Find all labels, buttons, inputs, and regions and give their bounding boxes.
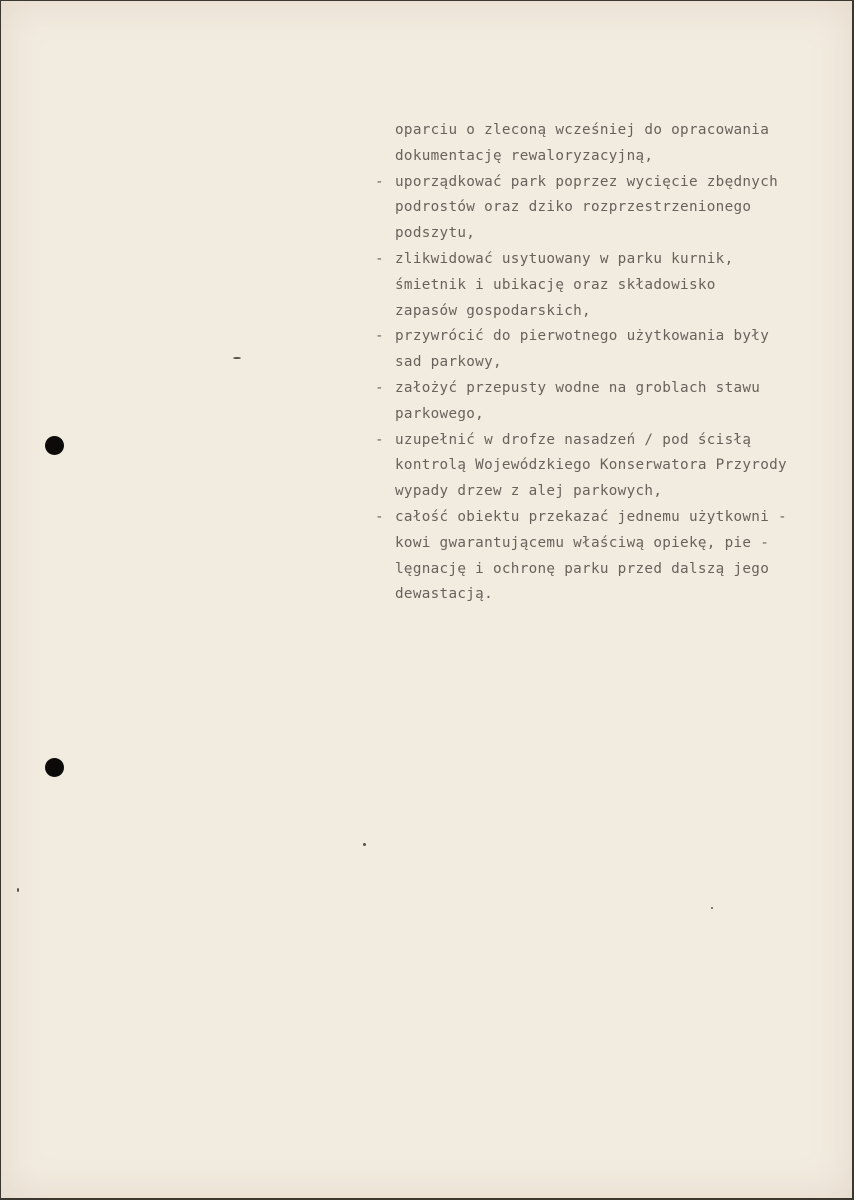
list-dash: - (375, 508, 384, 525)
punch-hole-bottom (45, 758, 64, 777)
text-line (375, 531, 835, 557)
punch-hole-top (45, 436, 64, 455)
typed-text-block (375, 118, 835, 608)
text-line (375, 505, 835, 531)
paper-speck (363, 843, 366, 846)
text-line (375, 247, 835, 273)
line-text: przywrócić do pierwotnego użytkowania były (395, 328, 770, 345)
list-dash: - (375, 328, 384, 345)
text-line (375, 273, 835, 299)
text-line (375, 557, 835, 583)
line-text: parkowego, (395, 405, 485, 422)
paper-speck (711, 907, 713, 909)
text-line (375, 324, 835, 350)
text-line (375, 479, 835, 505)
text-line (375, 428, 835, 454)
line-text: śmietnik i ubikację oraz składowisko (395, 276, 716, 293)
list-dash: - (375, 250, 384, 267)
paper-speck (233, 357, 241, 359)
list-dash: - (375, 173, 384, 190)
text-line (375, 299, 835, 325)
line-text: założyć przepusty wodne na groblach stawu (395, 379, 761, 396)
list-dash: - (375, 379, 384, 396)
paper-speck (17, 888, 19, 892)
line-text: lęgnację i ochronę parku przed dalszą jego (395, 560, 770, 577)
text-line (375, 195, 835, 221)
line-text: kowi gwarantującemu właściwą opiekę, pie - (395, 534, 770, 551)
line-text: podszytu, (395, 225, 476, 242)
line-text: podrostów oraz dziko rozprzestrzenionego (395, 199, 752, 216)
line-text: uporządkować park poprzez wycięcie zbędnych (395, 173, 779, 190)
text-line (375, 170, 835, 196)
line-text: zapasów gospodarskich, (395, 302, 591, 319)
line-text: wypady drzew z alej parkowych, (395, 483, 663, 500)
line-text: oparciu o zleconą wcześniej do opracowania (395, 122, 770, 138)
document-page (1, 1, 852, 1198)
text-line (375, 376, 835, 402)
line-text: dewastacją. (395, 586, 493, 603)
list-dash: - (375, 431, 384, 448)
text-line (375, 402, 835, 428)
text-line (375, 582, 835, 608)
line-text: zlikwidować usytuowany w parku kurnik, (395, 250, 734, 267)
text-line (375, 453, 835, 479)
text-line (375, 221, 835, 247)
line-text: całość obiektu przekazać jednemu użytkowni - (395, 508, 787, 525)
text-line (375, 350, 835, 376)
text-line (375, 144, 835, 170)
line-text: uzupełnić w drofze nasadzeń / pod ścisłą (395, 431, 752, 448)
line-text: dokumentację rewaloryzacyjną, (395, 147, 654, 164)
text-line (375, 118, 835, 144)
line-text: kontrolą Wojewódzkiego Konserwatora Przyrody (395, 457, 787, 474)
line-text: sad parkowy, (395, 354, 502, 371)
